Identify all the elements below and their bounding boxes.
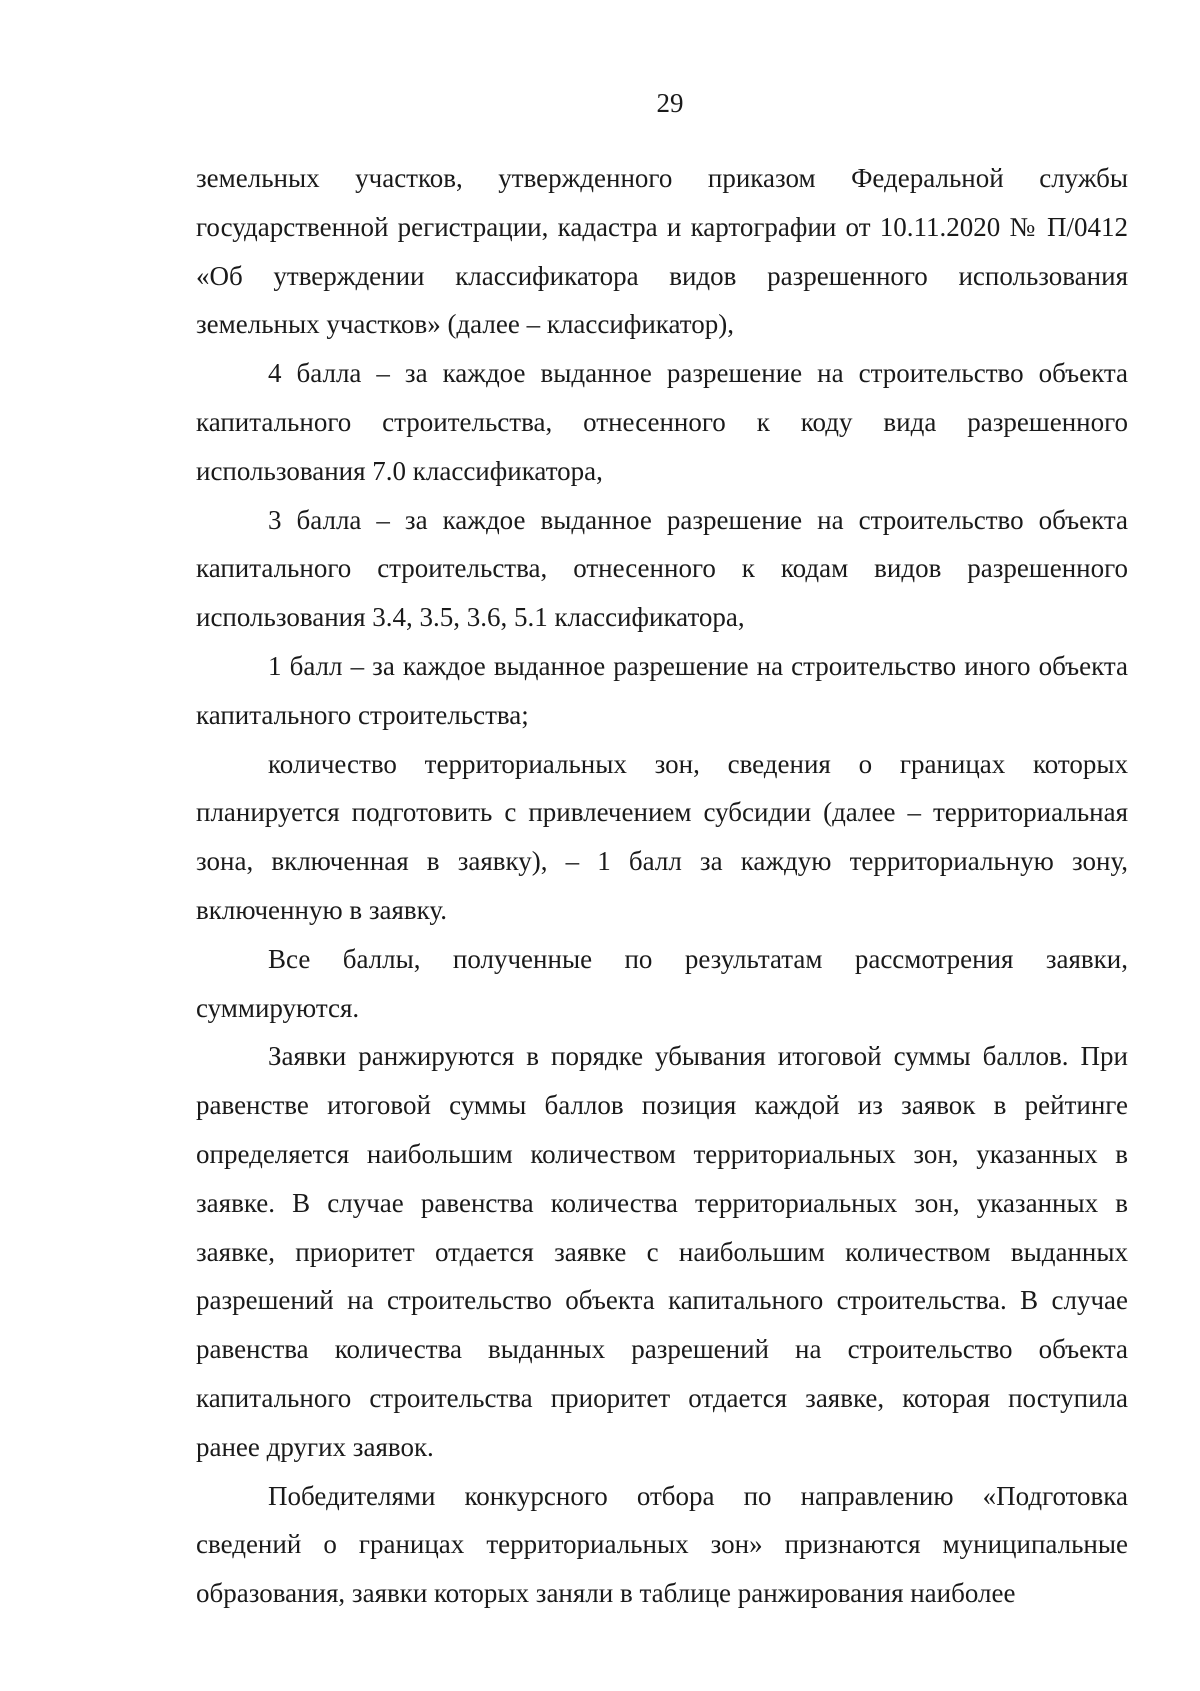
paragraph-5: количество территориальных зон, сведения о границах которых планируется подготовить с привлечением субсидии (далее – территориальная зона, включенная в заявку), – 1 балл за каждую территориальную зону, включенную в заявку. <box>196 748 1128 925</box>
paragraph-2: 4 балла – за каждое выданное разрешение на строительство объекта капитального строительства, отнесенного к коду вида разрешенного использования 7.0 классификатора, <box>196 358 1128 486</box>
document-body <box>196 154 1128 1618</box>
paragraph-7: Заявки ранжируются в порядке убывания итоговой суммы баллов. При равенстве итоговой суммы баллов позиция каждой из заявок в рейтинге определяется наибольшим количеством территориальных зон, указанных в заявке. В случае равенства количества территориальных зон, указанных в заявке, приоритет отдается заявке с наибольшим количеством выданных разрешений на строительство объекта капитального строительства. В случае равенства количества выданных разрешений на строительство объекта капитального строительства приоритет отдается заявке, которая поступила ранее других заявок. <box>196 1041 1128 1462</box>
paragraph-3: 3 балла – за каждое выданное разрешение на строительство объекта капитального строительства, отнесенного к кодам видов разрешенного использования 3.4, 3.5, 3.6, 5.1 классификатора, <box>196 504 1128 633</box>
paragraph-8: Победителями конкурсного отбора по направлению «Подготовка сведений о границах территориальных зон» признаются муниципальные образования, заявки которых заняли в таблице ранжирования наиболее <box>196 1480 1128 1609</box>
paragraph-1: земельных участков, утвержденного приказом Федеральной службы государственной регистрации, кадастра и картографии от 10.11.2020 № П/0412 «Об утверждении классификатора видов разрешенного использования земельных участков» (далее – классификатор), <box>196 163 1128 340</box>
paragraph-4: 1 балл – за каждое выданное разрешение на строительство иного объекта капитального строительства; <box>196 650 1128 730</box>
page-number: 29 <box>656 88 684 118</box>
paragraph-6: Все баллы, полученные по результатам рассмотрения заявки, суммируются. <box>196 943 1128 1023</box>
